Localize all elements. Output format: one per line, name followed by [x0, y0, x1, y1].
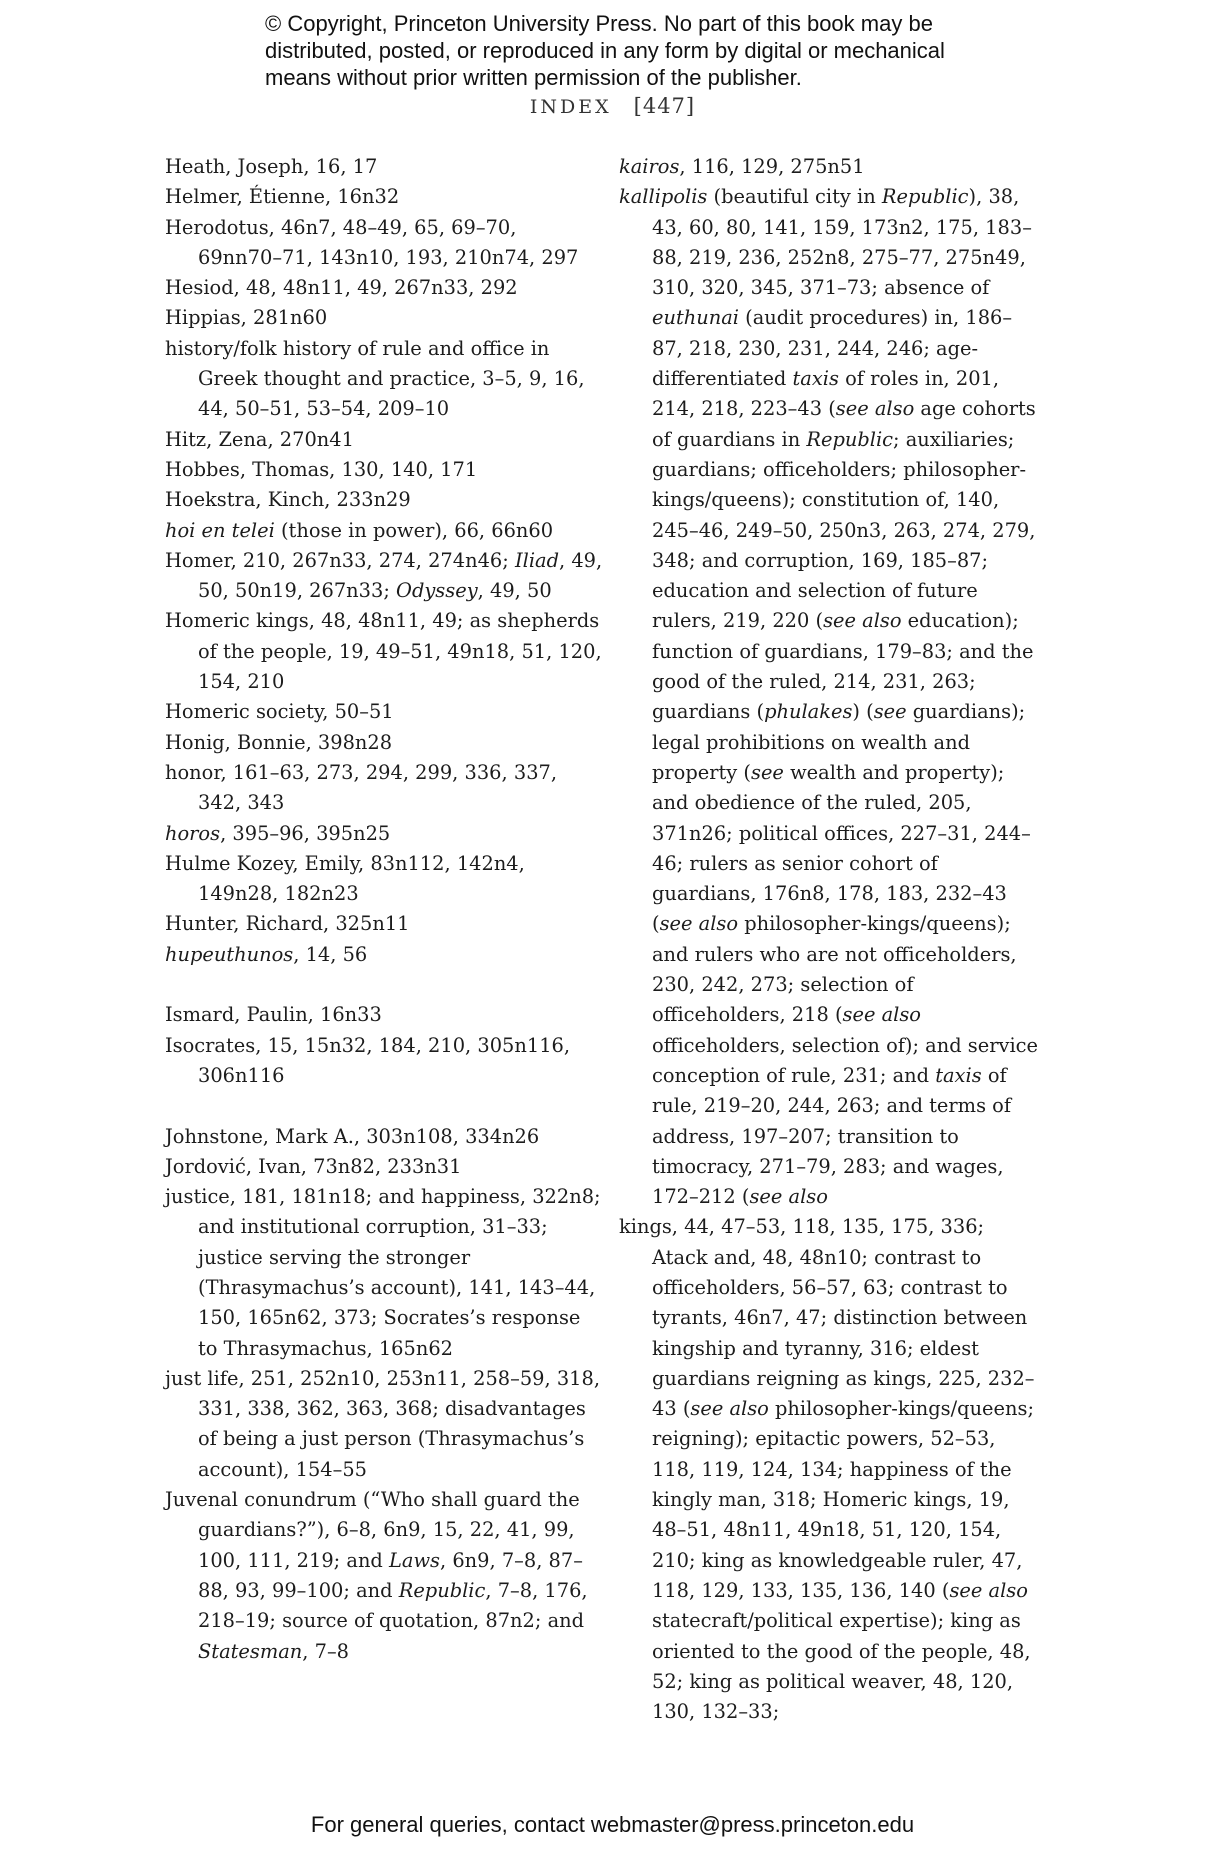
index-entry: history/folk history of rule and office in Greek thought and practice, 3–5, 9, 16, 44, 50–51, 53–54, 209–10 [165, 336, 585, 421]
index-entry: Hippias, 281n60 [165, 306, 328, 330]
index-entry: Johnstone, Mark A., 303n108, 334n26 [165, 1124, 540, 1148]
index-entry: Ismard, Paulin, 16n33 [165, 1003, 382, 1027]
copyright-line: © Copyright, Princeton University Press. No part of this book may be [265, 11, 933, 36]
index-column-right [619, 152, 1039, 1727]
index-entry: Herodotus, 46n7, 48–49, 65, 69–70, 69nn70–71, 143n10, 193, 210n74, 297 [165, 215, 579, 269]
letter-gap [165, 970, 605, 1000]
index-entry: just life, 251, 252n10, 253n11, 258–59, 318, 331, 338, 362, 363, 368; disadvantages of being a just person (Thrasymachus’s account), 154–55 [165, 1366, 601, 1481]
index-entry: Juvenal conundrum (“Who shall guard the guardians?”), 6–8, 6n9, 15, 22, 41, 99, 100, 111, 219; and Laws, 6n9, 7–8, 87–88, 93, 99–100; and Republic, 7–8, 176, 218–19; source of quotation, 87n2; and Statesman, 7–8 [165, 1488, 588, 1663]
page-number: [447] [633, 94, 696, 118]
index-entry: kallipolis (beautiful city in Republic), 38, 43, 60, 80, 141, 159, 173n2, 175, 183–88, 219, 236, 252n8, 275–77, 275n49, 310, 320, 345, 371–73; absence of euthunai (audit procedures) in, 186–87, 218, 230, 231, 244, 246; age-differentiated taxis of roles in, 201, 214, 218, 223–43 (see also age cohorts of guardians in Republic; auxiliaries; guardians; officeholders; philosopher-kings/queens); constitution of, 140, 245–46, 249–50, 250n3, 263, 274, 279, 348; and corruption, 169, 185–87; education and selection of future rulers, 219, 220 (see also education); function of guardians, 179–83; and the good of the ruled, 214, 231, 263; guardians (phulakes) (see guardians); legal prohibitions on wealth and property (see wealth and property); and obedience of the ruled, 205, 371n26; political offices, 227–31, 244–46; rulers as senior cohort of guardians, 176n8, 178, 183, 232–43 (see also philosopher-kings/queens); and rulers who are not officeholders, 230, 242, 273; selection of officeholders, 218 (see also officeholders, selection of); and service conception of rule, 231; and taxis of rule, 219–20, 244, 263; and terms of address, 197–207; transition to timocracy, 271–79, 283; and wages, 172–212 (see also [619, 185, 1038, 1209]
running-head [0, 94, 1225, 118]
index-entry: Hoekstra, Kinch, 233n29 [165, 488, 411, 512]
index-entry: horos, 395–96, 395n25 [165, 821, 391, 845]
index-entry: Heath, Joseph, 16, 17 [165, 155, 378, 178]
letter-gap [165, 1091, 605, 1121]
index-entry: hoi en telei (those in power), 66, 66n60 [165, 518, 554, 542]
index-entry: Isocrates, 15, 15n32, 184, 210, 305n116, 306n116 [165, 1033, 571, 1087]
section-label: INDEX [529, 96, 612, 118]
copyright-line: distributed, posted, or reproduced in any form by digital or mechanical [265, 38, 945, 63]
index-entry: kings, 44, 47–53, 118, 135, 175, 336; Atack and, 48, 48n10; contrast to officeholders, 56–57, 63; contrast to tyrants, 46n7, 47; distinction between kingship and tyranny, 316; eldest guardians reigning as kings, 225, 232–43 (see also philosopher-kings/queens; reigning); epitactic powers, 52–53, 118, 119, 124, 134; happiness of the kingly man, 318; Homeric kings, 19, 48–51, 48n11, 49n18, 51, 120, 154, 210; king as knowledgeable ruler, 47, 118, 129, 133, 135, 136, 140 (see also statecraft/political expertise); king as oriented to the good of the people, 48, 52; king as political weaver, 48, 120, 130, 132–33; [619, 1215, 1035, 1724]
index-entry: justice, 181, 181n18; and happiness, 322n8; and institutional corruption, 31–33; justice serving the stronger (Thrasymachus’s account), 141, 143–44, 150, 165n62, 373; Socrates’s response to Thrasymachus, 165n62 [165, 1185, 601, 1360]
index-entry: Hitz, Zena, 270n41 [165, 427, 354, 451]
index-column-left [165, 152, 605, 1667]
footer-contact: For general queries, contact webmaster@press.princeton.edu [310, 1812, 915, 1837]
copyright-line: means without prior written permission of the publisher. [265, 65, 802, 90]
index-entry: Honig, Bonnie, 398n28 [165, 730, 393, 754]
index-entry: Hesiod, 48, 48n11, 49, 267n33, 292 [165, 276, 518, 300]
index-entry: Hulme Kozey, Emily, 83n112, 142n4, 149n28, 182n23 [165, 851, 525, 906]
index-entry: Homeric kings, 48, 48n11, 49; as shepherds of the people, 19, 49–51, 49n18, 51, 120, 154, 210 [165, 609, 602, 694]
index-entry: Hunter, Richard, 325n11 [165, 912, 410, 936]
index-entry: Helmer, Étienne, 16n32 [165, 185, 400, 209]
index-entry: honor, 161–63, 273, 294, 299, 336, 337, 342, 343 [165, 760, 558, 815]
index-entry: kairos, 116, 129, 275n51 [619, 155, 865, 178]
index-entry: Homeric society, 50–51 [165, 700, 394, 724]
index-entry: Hobbes, Thomas, 130, 140, 171 [165, 457, 478, 481]
copyright-notice [265, 10, 1025, 91]
index-entry: hupeuthunos, 14, 56 [165, 942, 368, 966]
index-entry: Homer, 210, 267n33, 274, 274n46; Iliad, 49, 50, 50n19, 267n33; Odyssey, 49, 50 [165, 548, 603, 603]
index-entry: Jordović, Ivan, 73n82, 233n31 [165, 1154, 462, 1178]
